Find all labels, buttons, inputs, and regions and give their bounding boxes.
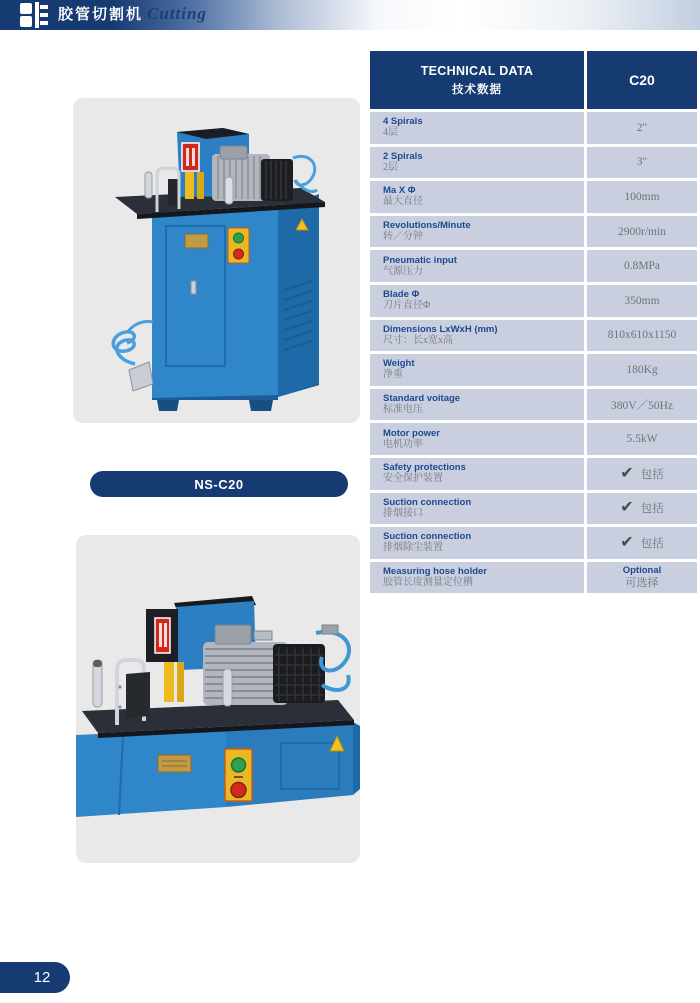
spec-label-zh: 尺寸：长x宽x高 <box>383 334 453 346</box>
table-row <box>370 389 697 421</box>
spec-label-cell <box>370 320 584 352</box>
spec-label-en: Suction connection <box>383 496 472 508</box>
spec-label-zh: 4层 <box>383 127 398 139</box>
brand-logo-icon <box>19 1 49 29</box>
spec-value-cell <box>587 112 697 144</box>
spec-value-cell <box>587 181 697 213</box>
spec-label-cell <box>370 181 584 213</box>
spec-label-cell <box>370 458 584 490</box>
spec-table <box>370 51 697 596</box>
spec-label-zh: 气源压力 <box>383 265 423 277</box>
spec-label-cell <box>370 527 584 559</box>
spec-value: 180Kg <box>626 363 658 376</box>
spec-value: 2900r/min <box>618 225 666 238</box>
spec-table-title-en: TECHNICAL DATA <box>420 63 534 78</box>
spec-label-zh: 最大直径 <box>383 196 423 208</box>
page-title-en: Cutting <box>147 4 207 23</box>
spec-label-en: Dimensions LxWxH (mm) <box>383 323 498 335</box>
spec-value-cell <box>587 216 697 248</box>
spec-value-cell <box>587 458 697 490</box>
spec-label-cell <box>370 285 584 317</box>
spec-value-cell <box>587 527 697 559</box>
product-photo-full-machine <box>73 98 360 423</box>
spec-label-en: 4 Spirals <box>383 116 423 128</box>
spec-label-zh: 2层 <box>383 161 398 173</box>
page-number: 12 <box>33 969 51 986</box>
spec-label-cell <box>370 112 584 144</box>
table-row <box>370 527 697 559</box>
spec-label-en: Suction connection <box>383 531 472 543</box>
spec-value-cell <box>587 320 697 352</box>
spec-value: 350mm <box>624 294 660 307</box>
table-row <box>370 147 697 179</box>
spec-value-cell <box>587 493 697 525</box>
spec-label-cell <box>370 423 584 455</box>
spec-value-en: Optional <box>622 565 662 577</box>
spec-value-cell <box>587 250 697 282</box>
spec-value-cell <box>587 147 697 179</box>
table-row <box>370 216 697 248</box>
table-row <box>370 250 697 282</box>
spec-value: 3" <box>636 156 648 169</box>
spec-label-zh: 胶管长度测量定位槽 <box>383 577 473 589</box>
spec-value-cell <box>587 389 697 421</box>
spec-value: 包括 <box>640 503 664 516</box>
spec-value-cell <box>587 562 697 594</box>
spec-label-cell <box>370 354 584 386</box>
spec-label-en: Safety protections <box>383 462 466 474</box>
product-photo-closeup <box>76 535 360 863</box>
spec-label-zh: 电机功率 <box>383 438 423 450</box>
spec-label-zh: 刀片直径Φ <box>383 300 431 312</box>
spec-value-zh: 可选择 <box>625 577 659 590</box>
spec-value: 2" <box>636 121 648 134</box>
spec-table-model: C20 <box>587 51 697 109</box>
spec-label-cell <box>370 493 584 525</box>
spec-value: 5.5kW <box>626 433 658 446</box>
spec-label-cell <box>370 250 584 282</box>
table-row <box>370 112 697 144</box>
header-bar <box>0 0 700 30</box>
spec-value-cell <box>587 354 697 386</box>
spec-label-zh: 排烟接口 <box>383 507 423 519</box>
spec-label-en: Revolutions/Minute <box>383 220 471 232</box>
spec-table-header <box>370 51 697 109</box>
spec-table-title <box>370 51 584 109</box>
spec-label-en: Ma X Φ <box>383 185 416 197</box>
spec-value: 380V／50Hz <box>611 399 673 412</box>
spec-label-en: 2 Spirals <box>383 150 423 162</box>
spec-label-cell <box>370 216 584 248</box>
spec-rows <box>370 112 697 593</box>
spec-label-zh: 转／分钟 <box>383 231 423 243</box>
spec-label-cell <box>370 389 584 421</box>
model-badge: NS-C20 <box>90 471 348 497</box>
spec-label-cell <box>370 147 584 179</box>
spec-value: 包括 <box>640 537 664 550</box>
table-row <box>370 458 697 490</box>
spec-label-en: Measuring hose holder <box>383 566 487 578</box>
spec-label-en: Blade Φ <box>383 289 420 301</box>
table-row <box>370 493 697 525</box>
machine-illustration-full <box>73 98 360 423</box>
page-title-zh: 胶管切割机 <box>58 6 144 23</box>
spec-value: 包括 <box>640 468 664 481</box>
check-icon: ✔ <box>620 499 634 517</box>
spec-value-cell <box>587 423 697 455</box>
spec-value-optional <box>623 565 662 590</box>
spec-label-zh: 排烟除尘装置 <box>383 542 443 554</box>
table-row <box>370 181 697 213</box>
spec-label-zh: 安全保护装置 <box>383 473 443 485</box>
spec-value: 810x610x1150 <box>607 329 677 342</box>
spec-label-zh: 标准电压 <box>383 404 423 416</box>
table-row <box>370 562 697 594</box>
spec-label-zh: 净重 <box>383 369 403 381</box>
spec-label-en: Pneumatic input <box>383 254 457 266</box>
machine-illustration-closeup <box>76 535 360 863</box>
spec-label-cell <box>370 562 584 594</box>
spec-value: 0.8MPa <box>623 260 661 273</box>
spec-table-title-zh: 技术数据 <box>452 83 502 96</box>
spec-label-en: Standard voitage <box>383 393 461 405</box>
spec-label-en: Weight <box>383 358 415 370</box>
spec-label-en: Motor power <box>383 427 440 439</box>
check-icon: ✔ <box>620 464 634 482</box>
spec-value: 100mm <box>624 190 660 203</box>
table-row <box>370 423 697 455</box>
spec-value-cell <box>587 285 697 317</box>
page-number-badge <box>0 962 70 993</box>
table-row <box>370 285 697 317</box>
table-row <box>370 354 697 386</box>
check-icon: ✔ <box>620 533 634 551</box>
table-row <box>370 320 697 352</box>
